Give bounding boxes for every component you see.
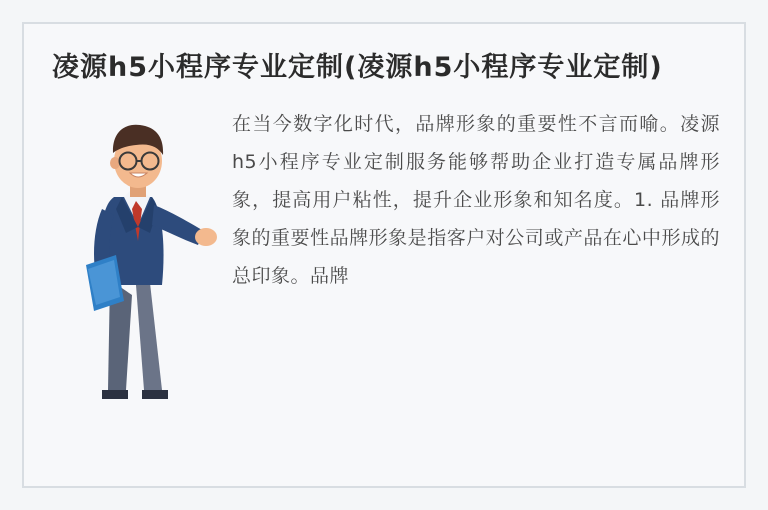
businessman-character-illustration (58, 105, 218, 405)
article-content (48, 105, 720, 405)
article-body: 在当今数字化时代，品牌形象的重要性不言而喻。凌源h5小程序专业定制服务能够帮助企业打造专属品牌形象，提高用户粘性，提升企业形象和知名度。1. 品牌形象的重要性品牌形象是指客户对公司或产品在心中形成的总印象。品牌 (232, 113, 720, 288)
page-title: 凌源h5小程序专业定制(凌源h5小程序专业定制) (52, 52, 663, 83)
document-frame (22, 22, 746, 488)
